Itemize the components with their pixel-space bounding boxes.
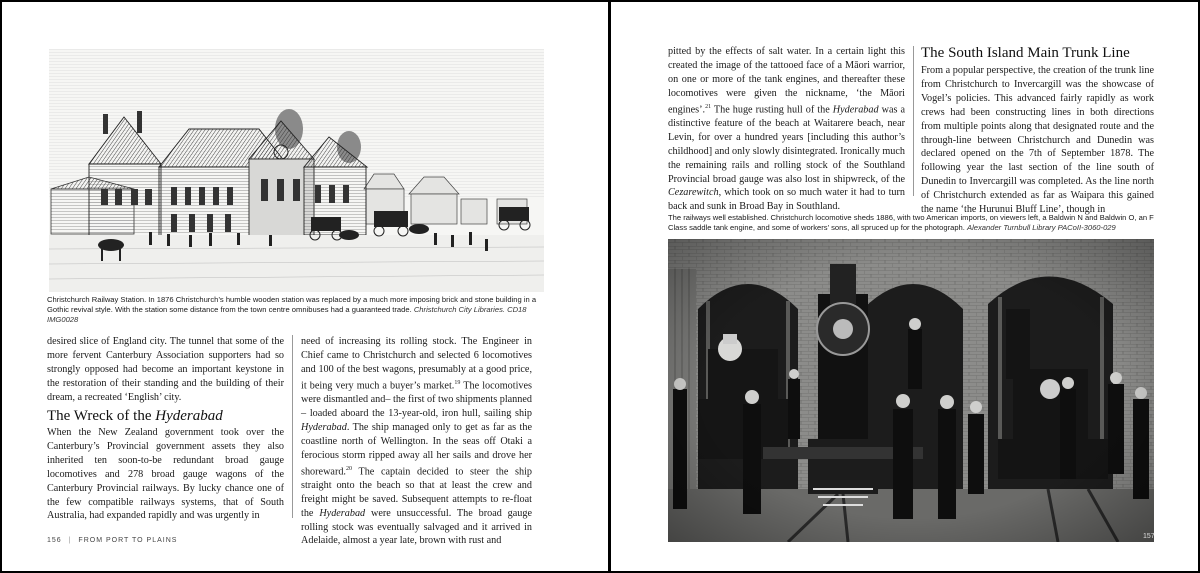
right-page-number: 157 xyxy=(1143,533,1155,540)
locomotive-sheds-photo xyxy=(668,239,1154,542)
footnote-20: 20 xyxy=(345,465,352,472)
right-col1-text-b: The huge rusting hull of the xyxy=(711,104,833,116)
left-column-1b xyxy=(47,426,284,523)
wreck-heading-prefix: The Wreck of the xyxy=(47,408,156,424)
sheds-caption xyxy=(668,213,1156,233)
left-col2-ship-name: Hyderabad xyxy=(301,421,347,433)
sheds-caption-text: The railways well established. Christchurch locomotive sheds 1886, with two American imports, on viewers left, a Baldwin N and Baldwin O, an F Class saddle tank engine, and some of workers’ sons, all spruced up for the photograph. xyxy=(668,213,1154,233)
right-column-2 xyxy=(921,64,1154,217)
left-column-2 xyxy=(301,335,532,548)
station-caption-credit: Christchurch City Libraries. CD18 IMG0028 xyxy=(47,305,527,325)
wreck-heading-ship: Hyderabad xyxy=(155,408,223,424)
left-col1-para1: desired slice of England city. The tunnel that some of the more fervent Canterbury Association supporters had so strongly opposed had become an important keystone in the restoration of their standing and the building of their dream, a recreated ‘English’ city. xyxy=(47,336,284,403)
wreck-heading xyxy=(47,408,223,425)
left-col2-text-b: The locomotives were dismantled and– the first of two shipments planned – loaded aboard the 13-year-old, iron hull, sailing ship xyxy=(301,380,532,419)
left-column-1 xyxy=(47,335,284,405)
left-footer xyxy=(47,537,177,544)
right-col1-ship-name-2: Cezarewitch xyxy=(668,187,719,199)
station-engraving xyxy=(49,49,544,292)
station-caption xyxy=(47,295,549,326)
right-column-rule xyxy=(913,46,914,196)
right-col1-text-a: pitted by the effects of salt water. In a certain light this created the image of the tattooed face of a Māori warrior, on one or more of the tank engines, and thereafter these locomotives were given the nickname, ‘the Māori engines’. xyxy=(668,46,905,116)
right-page xyxy=(611,2,1198,571)
right-col1-text-c: was a distinctive feature of the beach at Waitarere beach, near Levin, for over a hundred years [including this author’s childhood] and only slowly disintegrated. Ironically much the remaining rails and rolling stock of the Southland Provincial broad gauge was also lost in shipwreck, of the xyxy=(668,104,905,185)
left-col2-text-c: . The ship managed only to get as far as the coastline north of Wellington. In the seas off Otaki a ferocious storm ripped away all her sails and drove her shoreward. xyxy=(301,421,532,477)
sheds-caption-credit: Alexander Turnbull Library PACoII-3060-029 xyxy=(967,223,1116,233)
left-col2-text-d: The captain decided to steer the ship straight onto the beach so that at least the crew and freight might be saved. Subsequent attempts to re-float the xyxy=(301,465,532,519)
footnote-21: 21 xyxy=(705,103,712,110)
station-engraving-drawing xyxy=(49,49,544,292)
left-col1-para2: When the New Zealand government took over the Canterbury’s Provincial government assets they also inherited ten soon-to-be redundant broad gauge locomotives and 278 broad gauge wagons of the Canterbury Provincial railways. By lucky chance one of the few compatible railways systems, that of South Australia, had expanded rapidly and was urgently in xyxy=(47,427,284,522)
left-col2-para xyxy=(301,335,532,548)
right-col2-para: From a popular perspective, the creation of the trunk line from Christchurch to Invercargill was the showcase of Vogel’s policies. This advanced fairly rapidly as work crews had been constructing lines in both directions from multiple points along that designated route and the through-line between Christchurch and Dunedin was declared opened on the 7th of September 1878. The following year the last section of the line south of Dunedin to Invercargill was completed. As the line north of Christchurch extended as far as Waipara this gained the name ‘the Hurunui Bluff Line’, though in xyxy=(921,65,1154,216)
left-page-number: 156 xyxy=(47,537,62,544)
right-col1-para xyxy=(668,45,905,214)
locomotive-sheds-drawing xyxy=(668,239,1154,542)
right-col1-ship-name: Hyderabad xyxy=(832,104,879,116)
footer-separator: | xyxy=(68,537,72,544)
left-col2-text-a: need of increasing its rolling stock. The Engineer in Chief came to Christchurch and selected 6 locomotives and 100 of the best wagons, presumably at a good price, it being very much a buyer’s market. xyxy=(301,336,532,392)
left-page xyxy=(2,2,608,571)
left-col2-text-e: were unsuccessful. The broad gauge rolling stock was eventually salvaged and it arrived in Adelaide, almost a year late, brown with rust and xyxy=(301,507,532,547)
footnote-19: 19 xyxy=(454,379,461,386)
trunk-line-heading: The South Island Main Trunk Line xyxy=(921,45,1130,61)
column-rule xyxy=(292,335,293,518)
running-title: FROM PORT TO PLAINS xyxy=(78,537,178,544)
right-col1-text-d: , which took on so much water it had to turn back and sunk in Broad Bay in Southland. xyxy=(668,187,905,213)
station-caption-text: Christchurch Railway Station. In 1876 Christchurch’s humble wooden station was replaced by a much more imposing brick and stone building in a Gothic revival style. With the station some distance from the town centre omnibuses had a guaranteed trade. xyxy=(47,295,537,315)
right-column-1 xyxy=(668,45,905,214)
left-col2-ship-name-2: Hyderabad xyxy=(319,507,366,519)
